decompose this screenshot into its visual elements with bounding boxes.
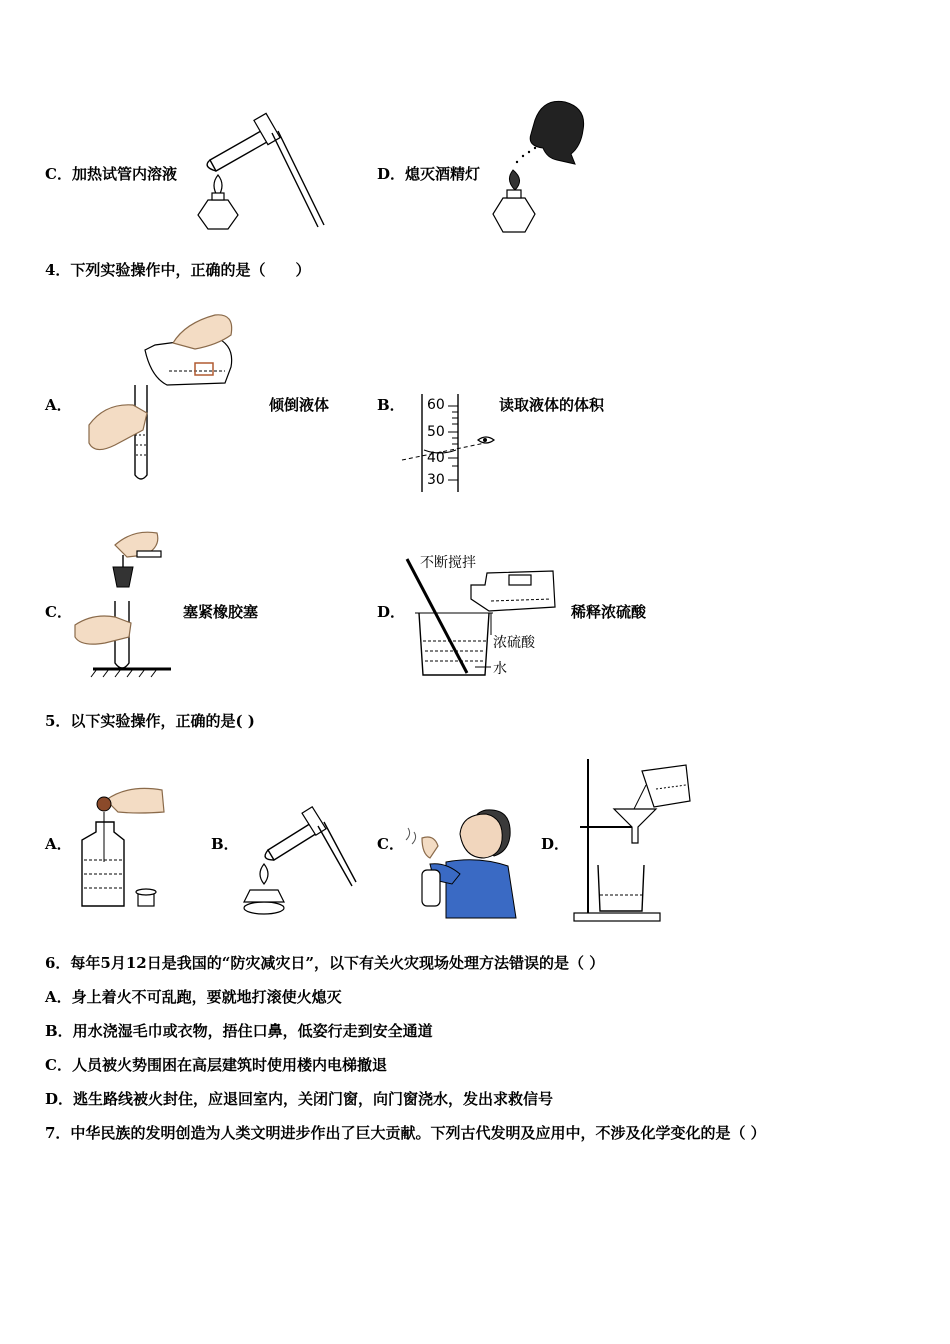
q4-option-b-text: 读取液体的体积 [499, 396, 605, 414]
q5-stem: 5．以下实验操作，正确的是( ) [45, 712, 255, 730]
q5-d-filtration-image [572, 755, 702, 925]
q5-option-b-letter: B． [211, 835, 239, 853]
q5-option-a-letter: A． [45, 835, 72, 853]
q4-b-scale-30: 30 [427, 472, 445, 488]
q6-option-c: C．人员被火势围困在高层建筑时使用楼内电梯撤退 [45, 1056, 387, 1074]
q4-d-label-acid: 浓硫酸 [493, 635, 535, 651]
q5-c-smelling-gas-image [400, 800, 520, 922]
q5-option-d-letter: D． [541, 835, 570, 853]
q4-option-b-letter: B． [377, 396, 405, 414]
q4-option-c-letter: C． [45, 603, 72, 621]
q4-option-a-text: 倾倒液体 [269, 396, 330, 414]
q3-option-d: D．熄灭酒精灯 [377, 165, 481, 183]
q4-option-d-text: 稀释浓硫酸 [571, 603, 647, 621]
q4-c-rubber-stopper-image [75, 525, 175, 680]
q5-b-heating-tube-image [240, 790, 360, 920]
q4-option-c-text: 塞紧橡胶塞 [183, 603, 259, 621]
q6-option-a: A．身上着火不可乱跑，要就地打滚使火熄灭 [45, 988, 342, 1006]
q3-d-blowing-out-lamp-image [495, 98, 595, 238]
q4-stem: 4．下列实验操作中，正确的是（ ） [45, 261, 311, 279]
q3-option-c: C．加热试管内溶液 [45, 165, 177, 183]
q7-stem: 7．中华民族的发明创造为人类文明进步作出了巨大贡献。下列古代发明及应用中，不涉及化学变化的是（ ） [45, 1124, 766, 1142]
q4-b-scale-60: 60 [427, 397, 445, 413]
q5-option-c-letter: C． [377, 835, 404, 853]
q4-b-graduated-cylinder-image [400, 392, 510, 497]
q4-b-scale-50: 50 [427, 424, 445, 440]
q6-stem: 6．每年5月12日是我国的“防灾减灾日”，以下有关火灾现场处理方法错误的是（ ） [45, 954, 605, 972]
q6-option-d: D．逃生路线被火封住，应退回室内，关闭门窗，向门窗浇水，发出求救信号 [45, 1090, 554, 1108]
q4-b-scale-40: 40 [427, 450, 445, 466]
q4-a-pouring-liquid-image [85, 305, 245, 485]
q6-option-b: B．用水浇湿毛巾或衣物，捂住口鼻，低姿行走到安全通道 [45, 1022, 433, 1040]
q4-option-a-letter: A． [45, 396, 72, 414]
q5-a-reagent-bottle-image [78, 782, 168, 912]
q4-d-label-water: 水 [493, 661, 507, 677]
q3-c-heating-test-tube-image [190, 105, 330, 235]
q4-d-diluting-acid-image [405, 555, 565, 680]
q4-d-label-stir: 不断搅拌 [420, 555, 476, 571]
q4-option-d-letter: D． [377, 603, 406, 621]
